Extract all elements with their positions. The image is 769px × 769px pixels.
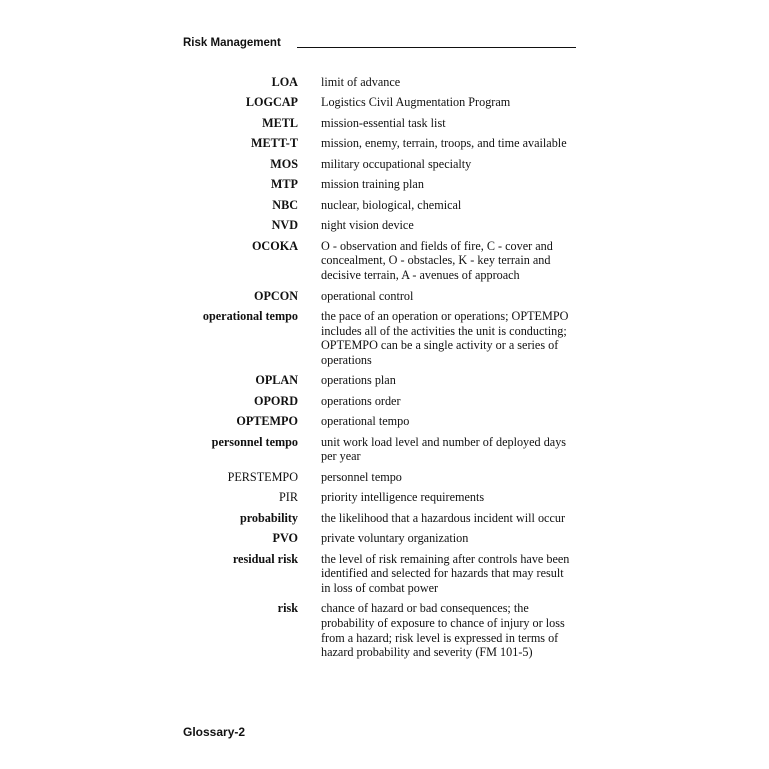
glossary-term: PIR [279,490,298,505]
glossary-entry [183,373,583,388]
glossary-term: MOS [270,156,298,171]
glossary-definition: priority intelligence requirements [321,490,485,505]
glossary-definition: limit of advance [321,75,401,89]
header-rule [297,47,576,48]
page-number: Glossary-2 [183,725,246,739]
glossary-term: OPORD [253,393,298,408]
glossary-term: probability [239,510,298,525]
glossary-definition: the likelihood that a hazardous incident will occur [321,510,566,525]
glossary-entry [183,394,583,409]
glossary-definition: mission training plan [321,177,424,192]
glossary-definition: operational tempo [321,414,410,429]
glossary-term: risk [277,601,298,616]
glossary-term: PVO [272,531,298,546]
glossary-definition: mission, enemy, terrain, troops, and time available [321,136,567,151]
glossary-entry [183,239,583,283]
glossary-definition: operations plan [321,373,396,388]
glossary-definition: the pace of an operation or operations; OPTEMPO includes all of the activities the unit is conducting; OPTEMPO can be a single activity or a series of operations [321,309,569,367]
glossary-definition: operations order [321,393,401,408]
glossary-entry [183,157,583,172]
glossary-term: METT-T [251,136,298,151]
glossary-definition: the level of risk remaining after controls have been identified and selected for hazards that may result in loss of combat power [321,551,570,595]
glossary-entry [183,75,583,90]
glossary-term: LOA [271,75,298,89]
glossary-definition: private voluntary organization [321,531,469,546]
glossary-definition: nuclear, biological, chemical [321,197,462,212]
glossary-definition: Logistics Civil Augmentation Program [321,95,511,110]
glossary-term: METL [262,115,298,130]
glossary-term: MTP [270,177,298,192]
glossary-entry [183,601,583,659]
glossary-term: LOGCAP [245,95,298,110]
glossary-entry [183,552,583,596]
glossary-entry [183,177,583,192]
running-head-title: Risk Management [183,37,281,49]
glossary-definition: mission-essential task list [321,115,446,130]
glossary-definition: military occupational specialty [321,156,472,171]
glossary-term: NVD [271,218,298,233]
glossary-entry [183,490,583,505]
glossary-entry [183,95,583,110]
glossary-definition: night vision device [321,218,414,233]
glossary-entry [183,218,583,233]
glossary-entry [183,116,583,131]
glossary-term: personnel tempo [211,434,298,449]
glossary-list [183,75,583,666]
glossary-entry [183,470,583,485]
glossary-entry [183,136,583,151]
glossary-definition: unit work load level and number of deployed days per year [321,434,567,464]
glossary-entry [183,414,583,429]
glossary-entry [183,289,583,304]
glossary-term: NBC [272,197,298,212]
page-header [183,36,576,50]
glossary-entry [183,198,583,213]
glossary-term: residual risk [232,551,298,566]
glossary-entry [183,511,583,526]
glossary-definition: chance of hazard or bad consequences; the probability of exposure to chance of injury or loss from a hazard; risk level is expressed in terms of hazard probability and severity (FM 101-5) [321,601,565,660]
glossary-term: OPTEMPO [236,414,298,429]
glossary-term: operational tempo [202,309,298,324]
glossary-definition: operational control [321,288,414,303]
glossary-definition: personnel tempo [321,469,402,484]
glossary-term: PERSTEMPO [227,469,298,484]
glossary-entry [183,435,583,464]
glossary-definition: O - observation and fields of fire, C - cover and concealment, O - obstacles, K - key terrain and decisive terrain, A - avenues of approach [321,238,553,283]
glossary-term: OPCON [253,288,298,303]
glossary-term: OCOKA [251,238,298,253]
glossary-entry [183,309,583,367]
glossary-term: OPLAN [255,373,298,388]
glossary-entry [183,531,583,546]
